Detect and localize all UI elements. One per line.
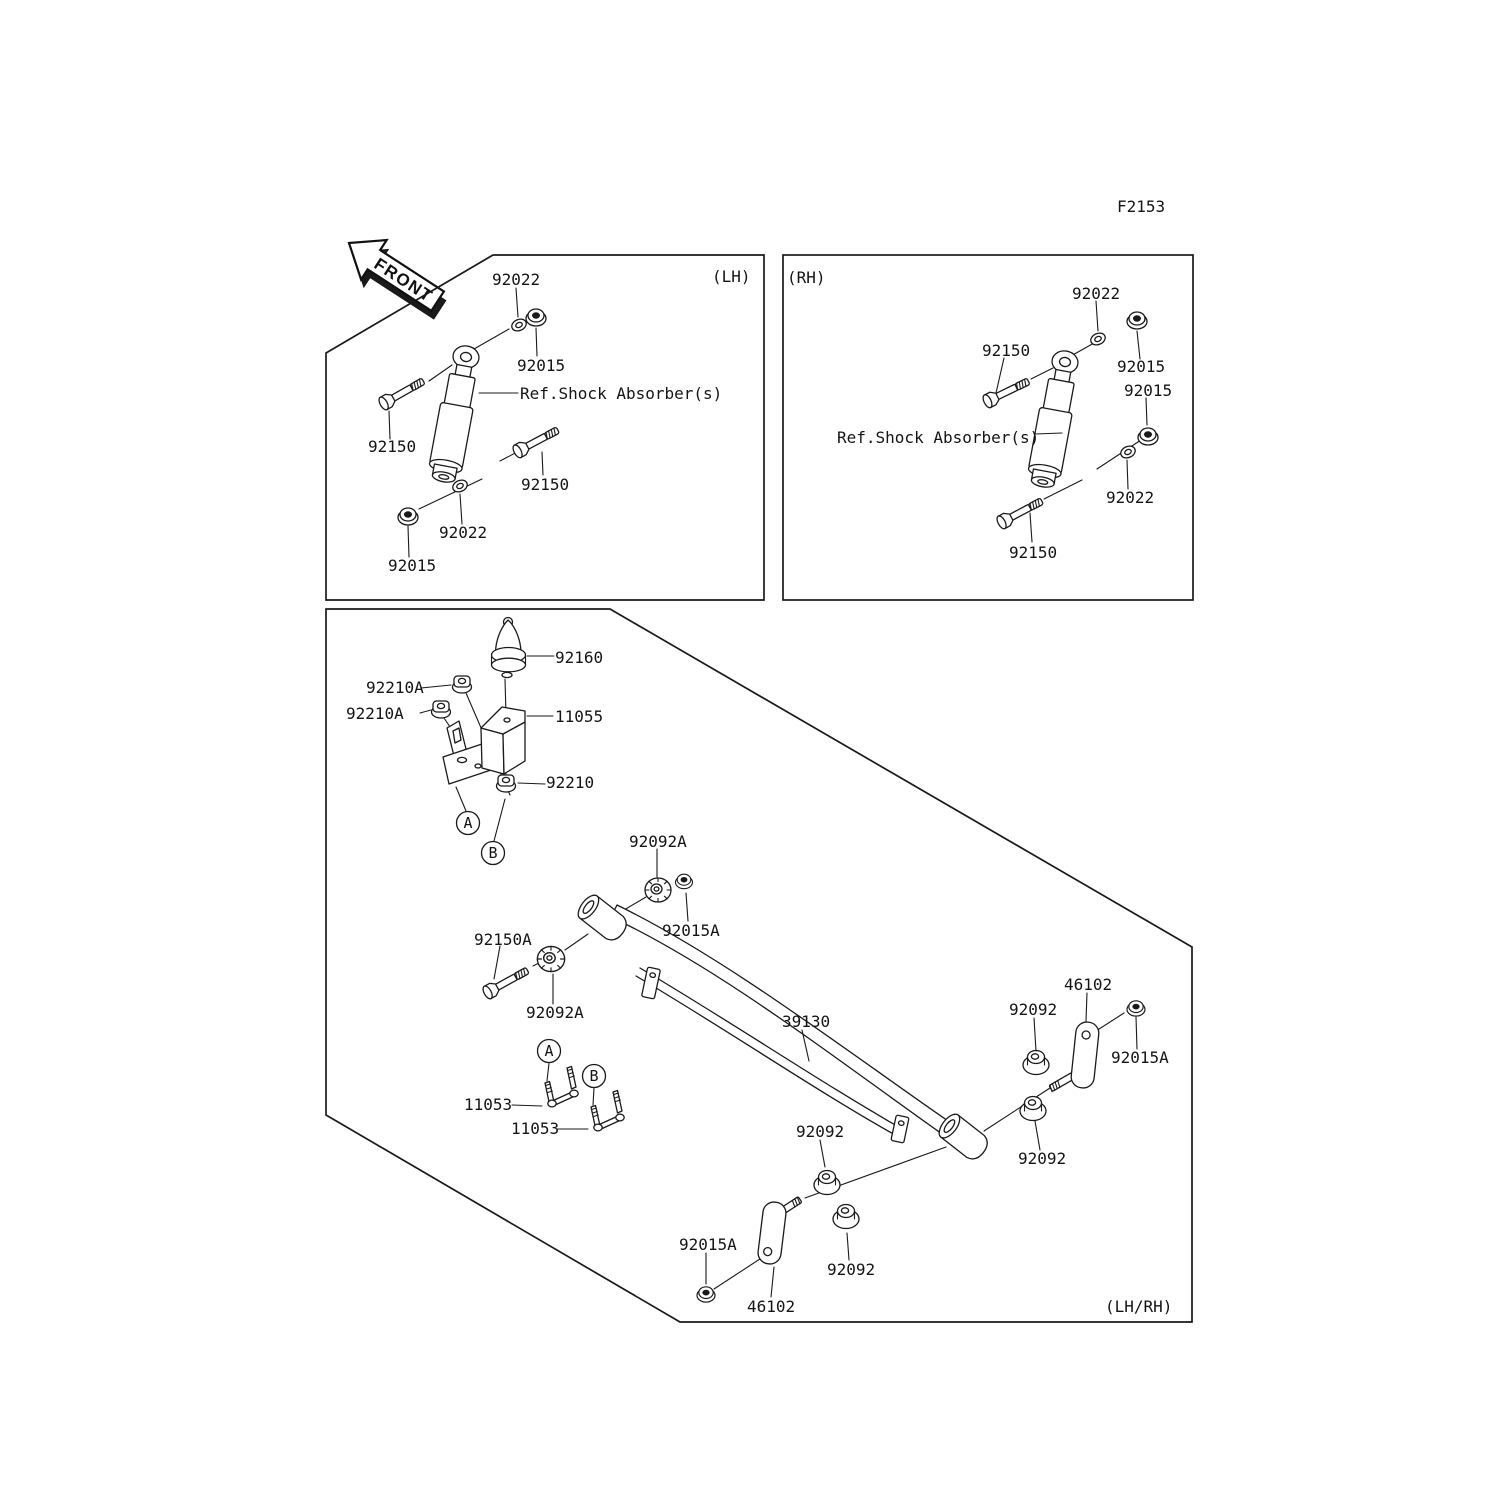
- part-label: 92022: [439, 523, 488, 542]
- part-label: 11053: [511, 1119, 560, 1138]
- gear-bushing: [537, 946, 564, 971]
- lock-nut: [1138, 428, 1158, 445]
- part-label: 92092: [1009, 1000, 1058, 1019]
- ref-shock-note: Ref.Shock Absorber(s): [837, 428, 1040, 447]
- lock-nut: [526, 309, 546, 326]
- callout-letter: A: [544, 1042, 554, 1060]
- lh-panel-tag: (LH): [712, 267, 751, 286]
- part-label: 92015: [388, 556, 437, 575]
- flange-nut: [432, 701, 451, 718]
- bolt: [511, 424, 561, 459]
- part-label: 92022: [1072, 284, 1121, 303]
- part-label: 92015A: [662, 921, 720, 940]
- flange-nut: [497, 775, 516, 792]
- part-label: 92210: [546, 773, 595, 792]
- bushing: [814, 1171, 840, 1195]
- callout-letter: B: [488, 844, 498, 862]
- rh-shock-assembly: [787, 268, 1172, 562]
- bolt: [481, 964, 531, 1000]
- lock-nut: [697, 1287, 715, 1302]
- washer: [1119, 444, 1137, 460]
- part-label: 92092A: [629, 832, 687, 851]
- part-label: 92022: [492, 270, 541, 289]
- part-label: 92160: [555, 648, 604, 667]
- callout-letter: B: [589, 1067, 599, 1085]
- bushing: [1020, 1097, 1046, 1121]
- shock-absorber: [427, 343, 485, 485]
- bolt: [995, 495, 1045, 530]
- part-label: 92150: [521, 475, 570, 494]
- bushing: [833, 1205, 859, 1229]
- part-label: 92015: [517, 356, 566, 375]
- gear-bushing: [645, 878, 671, 902]
- flange-nut: [453, 676, 472, 693]
- part-label: 92015: [1117, 357, 1166, 376]
- part-label: 92150: [368, 437, 417, 456]
- part-label: 92015: [1124, 381, 1173, 400]
- spring-front-eye: [574, 892, 631, 945]
- leaf-spring-assembly: [346, 618, 1172, 1317]
- part-label: 92092A: [526, 1003, 584, 1022]
- shackle-upper: [1049, 1021, 1100, 1092]
- part-label: 92092: [796, 1122, 845, 1141]
- part-label: 11053: [464, 1095, 513, 1114]
- part-label: 46102: [747, 1297, 796, 1316]
- rh-panel-tag: (RH): [787, 268, 826, 287]
- part-label: 92210A: [346, 704, 404, 723]
- lock-nut: [398, 508, 418, 525]
- part-label: 92150: [1009, 543, 1058, 562]
- figure-code: F2153: [1117, 197, 1166, 216]
- part-label: 92022: [1106, 488, 1155, 507]
- lock-nut: [1127, 312, 1147, 329]
- bushing: [1023, 1051, 1049, 1075]
- bump-stop: [492, 618, 526, 678]
- part-label: 92092: [827, 1260, 876, 1279]
- lh-panel-border: [326, 255, 764, 600]
- part-label: 92092: [1018, 1149, 1067, 1168]
- shock-absorber: [1026, 348, 1084, 490]
- part-label: 39130: [782, 1012, 831, 1031]
- washer: [510, 317, 528, 333]
- callout-letter: A: [463, 814, 473, 832]
- part-label: 92210A: [366, 678, 424, 697]
- part-label: 11055: [555, 707, 604, 726]
- stopper-bracket: [443, 707, 525, 784]
- part-label: 92015A: [1111, 1048, 1169, 1067]
- part-label: 46102: [1064, 975, 1113, 994]
- lock-nut: [676, 874, 693, 888]
- main-panel-tag: (LH/RH): [1105, 1297, 1173, 1316]
- bolt: [981, 375, 1031, 409]
- bolt: [377, 375, 427, 411]
- ref-shock-note: Ref.Shock Absorber(s): [520, 384, 723, 403]
- main-panel-border: [326, 609, 1192, 1322]
- u-bolt: [591, 1091, 624, 1131]
- lock-nut: [1127, 1001, 1145, 1016]
- part-label: 92015A: [679, 1235, 737, 1254]
- front-arrow: [333, 224, 457, 330]
- shackle-lower: [757, 1196, 802, 1265]
- front-arrow-label: FRONT: [370, 254, 437, 307]
- part-label: 92150: [982, 341, 1031, 360]
- part-label: 92150A: [474, 930, 532, 949]
- u-bolt: [545, 1067, 578, 1107]
